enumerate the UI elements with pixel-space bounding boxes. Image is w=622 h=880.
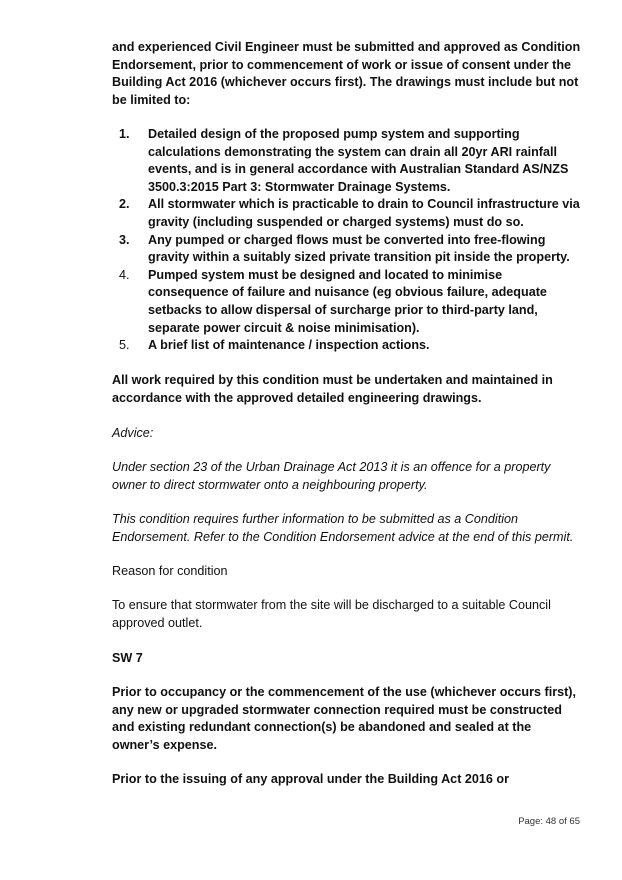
list-item bbox=[112, 232, 582, 267]
requirements-list bbox=[112, 126, 582, 355]
sw7-paragraph-2: Prior to the issuing of any approval under the Building Act 2016 or bbox=[112, 772, 509, 786]
advice-paragraph-2: This condition requires further information to be submitted as a Condition Endorsement. Refer to the Condition Endorsement advice at the end of this permit. bbox=[112, 512, 574, 544]
advice-heading: Advice: bbox=[112, 426, 154, 440]
list-item-number: 3. bbox=[119, 232, 130, 247]
reason-heading: Reason for condition bbox=[112, 564, 228, 578]
list-item bbox=[112, 126, 582, 196]
list-item-number: 4. bbox=[119, 267, 130, 282]
intro-paragraph: and experienced Civil Engineer must be submitted and approved as Condition Endorsement, prior to commencement of work or issue of consent under the Building Act 2016 (whichever occurs first). The drawings must include but not be limited to: bbox=[112, 40, 581, 107]
section-code: SW 7 bbox=[112, 651, 143, 665]
advice-paragraph-1: Under section 23 of the Urban Drainage Act 2013 it is an offence for a property owner to direct stormwater onto a neighbouring property. bbox=[112, 460, 551, 492]
list-item-text: Pumped system must be designed and located to minimise consequence of failure and nuisance (eg obvious failure, adequate setbacks to allow dispersal of surcharge prior to third-party land, separate power circuit & noise minimisation). bbox=[148, 267, 547, 335]
reason-paragraph: To ensure that stormwater from the site will be discharged to a suitable Council approved outlet. bbox=[112, 598, 551, 630]
sw7-paragraph-1: Prior to occupancy or the commencement of the use (whichever occurs first), any new or upgraded stormwater connection required must be constructed and existing redundant connection(s) be abandoned and sealed at the owner’s expense. bbox=[112, 685, 576, 752]
page-number: Page: 48 of 65 bbox=[518, 816, 580, 827]
list-item bbox=[112, 196, 582, 231]
list-item-number: 1. bbox=[119, 127, 130, 141]
list-item-number: 2. bbox=[119, 197, 130, 212]
list-item bbox=[112, 267, 582, 337]
list-item-text: A brief list of maintenance / inspection actions. bbox=[148, 338, 430, 353]
list-item-text: Detailed design of the proposed pump system and supporting calculations demonstrating the system can drain all 20yr ARI rainfall events, and is in general accordance with Australian Standard AS/NZS 3500.3:2015 Part 3: Stormwater Drainage Systems. bbox=[148, 127, 569, 194]
list-item bbox=[112, 337, 582, 355]
list-item-text: All stormwater which is practicable to drain to Council infrastructure via gravity (including suspended or charged systems) must do so. bbox=[148, 197, 580, 229]
work-required-paragraph: All work required by this condition must be undertaken and maintained in accordance with the approved detailed engineering drawings. bbox=[112, 373, 553, 405]
list-item-number: 5. bbox=[119, 338, 130, 353]
list-item-text: Any pumped or charged flows must be converted into free-flowing gravity within a suitably sized private transition pit inside the property. bbox=[148, 232, 570, 265]
